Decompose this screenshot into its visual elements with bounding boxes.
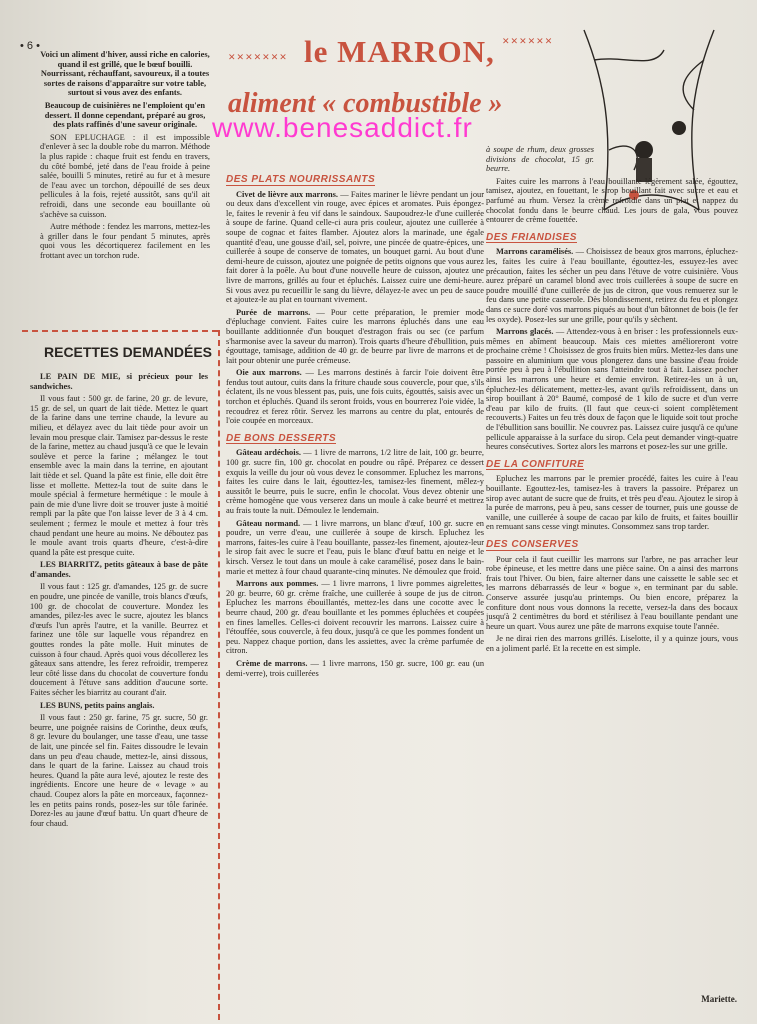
creme-instructions: Faites cuire les marrons à l'eau bouillante légèrement salée, égouttez, tamisez, ajoutez, en fouettant, le sirop bouillant fait avec sucre et eau et parfumé au rhum. Versez la crème refroidie dans un plat et nappez du chocolat fondu dans le beurre chaud. Les jours de gala, vous pouvez entourer de crème fouettée. xyxy=(486,176,738,225)
recipe-text: — Pour cette préparation, le premier mode d'épluchage convient. Faites cuire les marrons épluchés dans une eau bouillante additionnée d'un bouquet d'estragon frais ou sec (ce parfum s'harmonise avec la saveur du marron). Trois quarts d'heure d'ébullition, puis égouttage, tamisage, addition de 40 gr. de beurre par livre de marrons et de lait pour obtenir une purée crémeuse. xyxy=(226,307,484,365)
recipe-title: Oie aux marrons. xyxy=(236,368,302,378)
recette-text: Il vous faut : 500 gr. de farine, 20 gr. de levure, 15 gr. de sel, un quart de lait tiède. Mettez le quart de la farine dans une terrine chaude, la levure au milieu, et délayez avec du lait tiède pour avoir un levain mou presque clair. Tamisez par-dessus le reste de la farine, mettez au chaud jusqu'à ce que le levain soulève et perce la farine ; mélangez le tout ensemble avec la main dans la terrine, en ajoutant lait tiède et sel. Quand la pâte est finie, elle doit être lisse et mollette. Mettez-la tout de suite dans le moule spécial à fermeture hermétique : le moule à pain de mie d'une livre doit se trouver juste à moitié rempli par la pâte que l'on laisse lever de 3 à 4 cm. seulement ; fermez le moule et mettez à four très chaud pendant une heure au moins. Ne déboutez pas le moule avant trois quarts d'heure, c'est-à-dire quand la pâte est presque cuite. xyxy=(30,394,208,557)
recette-title: LES BIARRITZ, petits gâteaux à base de pâte d'amandes. xyxy=(30,560,208,579)
recipe-title: Marrons caramélisés. xyxy=(496,247,574,257)
recipe-text: — 1 livre marrons, 1 livre pommes aigrelettes, 20 gr. beurre, 60 gr. crème fraîche, une cuillerée à soupe de jus de citron. Epluchez les marrons ébouillantés, mettez-les dans une cocotte avec le beurre chaud, 200 gr. d'eau bouillante et les pommes épluchées et coupées en fines lamelles. Celles-ci doivent recouvrir les marrons. Laissez cuire à l'étouffée, sous couvercle, à feu doux, jusqu'à ce que les pommes fondent un peu. Nappez chaque portion, dans les assiettes, avec la crème parfumée de citron. xyxy=(226,579,484,656)
recipe-title: Gâteau normand. xyxy=(236,518,301,528)
section-heading-confiture: DE LA CONFITURE xyxy=(486,458,585,470)
title-line1: le MARRON, xyxy=(304,34,495,69)
recipe-title: Crème de marrons. xyxy=(236,658,308,668)
recette-title: LES BUNS, petits pains anglais. xyxy=(40,700,155,710)
recipe-text: — Attendez-vous à en briser : les professionnels eux-mêmes en abîment beaucoup. Mais ces miettes amélioreront votre prochaine crème ! Choisissez de gros fruits bien mûrs. Mettez-les dans une passoire en aluminium que vous plongerez dans une bassine d'eau froide portée peu à peu à l'ébullition sans l'atteindre tout à fait. Laissez pocher ainsi les marrons une heure et demie environ. Retirez-les un à un, épluchez-les délicatement, mettez-les, avant qu'ils refroidissent, dans un sirop bouillant à 20° Baumé, composé de 1 kilo de sucre et d'un verre d'eau par kilo de fruits. (Il faut que ceux-ci soient complètement recouverts.) Faites un feu très doux de façon que le liquide soit tout proche de l'ébullition sans bouillir. Ne couvrez pas. Laissez cuire jusqu'à ce qu'une pellicule apparaisse à la surface du sirop. Cela peut demander vingt-quatre heures consécutives. Sortez alors les marrons et posez-les sur une grille. xyxy=(486,327,738,452)
recipe-text: — 1 livre marrons, un blanc d'œuf, 100 gr. sucre en poudre, un verre d'eau, une cuillerée à soupe de kirsch. Epluchez les marrons, faites-les cuire à l'eau bouillante, passez-les finement, ajoutez-leur le sirop fait avec le sucre et l'eau, puis le blanc d'œuf battu en neige et le kirsch. Versez le tout dans un moule à cake caramélisé, posez dans le bain-marie et mettez à four chaud quarante-cinq minutes. Ne démoulez que froid. xyxy=(226,518,484,576)
recette-text: Il vous faut : 250 gr. farine, 75 gr. sucre, 50 gr. beurre, une poignée raisins de Corinthe, deux œufs, 8 gr. levure du boulanger, une tasse d'eau, une tasse de lait, une pincée sel fin. Faites dissoudre le levain dans un peu d'eau chaude, mettez-le, ainsi dissous, dans le quart de la farine. Laissez au chaud trois heures. Quand la pâte aura levé, ajoutez le reste des ingrédients. Encore une heure de « levage » au chaud. Coupez alors la pâte en morceaux, façonnez-les en petits pains ronds, posez-les sur tôle farinée. Dorez-les au jaune d'œuf battu. Un quart d'heure de four chaud. xyxy=(30,713,208,828)
intro-text: Voici un aliment d'hiver, aussi riche en calories, quand il est grillé, que le bœuf bouilli. Nourrissant, réchauffant, savoureux, il a toutes sortes de raisons d'apparaître sur votre table, surtout si vous avez des enfants. xyxy=(40,50,210,98)
title-ornament-right: ✕✕✕✕✕✕ xyxy=(502,36,554,46)
creme-continuation: à soupe de rhum, deux grosses divisions de chocolat, 15 gr. beurre. xyxy=(486,145,594,174)
section-heading-plats: DES PLATS NOURRISSANTS xyxy=(226,174,376,185)
recipes-box-side-border xyxy=(218,330,220,1020)
section-heading-desserts: DE BONS DESSERTS xyxy=(226,432,337,444)
recipe-title: Gâteau ardéchois. xyxy=(236,448,301,458)
page-number: • 6 • xyxy=(20,40,40,52)
epluchage-text: SON EPLUCHAGE : il est impossible d'enlever à sec la double robe du marron. Méthode la plus rapide : chaque fruit est fendu en travers, du côté bombé, jeté dans de l'eau froide à peine salée, bouilli 5 minutes, retiré au fur et à mesure de l'eau avec un torchon, dépouillé de ses deux pellicules à la fois, rejeté aussitôt, sans qu'il ait refroidi, dans une seconde eau bouillante où s'achève sa cuisson. xyxy=(40,132,210,219)
title-line2: aliment « combustible » xyxy=(228,88,503,119)
recette-title: LE PAIN DE MIE, si précieux pour les sandwiches. xyxy=(30,372,208,391)
recipe-title: Marrons glacés. xyxy=(496,327,554,337)
closing-text: Je ne dirai rien des marrons grillés. Liselotte, il y a quinze jours, vous en a joliment parlé. Et la recette en est simple. xyxy=(486,634,738,653)
section-heading-conserves: DES CONSERVES xyxy=(486,538,579,550)
recipe-text: — Les marrons destinés à farcir l'oie doivent être fendus tout autour, cuits dans la friture chaude sous couvercle, pour que, s'ils éclatent, ils ne vous blessent pas, puis, une fois cuits, égouttés, saisis avec un torchon et épluchés. Quand ils seront froids, vous en bourrerez l'oie vidée, la recoudrez et ferez rôtir. Servez les marrons au centre du plat, entourés de l'oie coupée en morceaux. xyxy=(226,368,484,426)
watermark: www.benesaddict.fr xyxy=(212,112,473,143)
conserves-text: Pour cela il faut cueillir les marrons sur l'arbre, ne pas arracher leur robe épineuse, et les mettre dans une pièce saine. On a ainsi des marrons frais tout l'hiver. Ou bien, faire alterner dans une caissette le sable sec et les marrons débarrassés de leur « bogue », en terminant par du sable. Conserve assurée jusqu'au printemps. Ou bien encore, préparez la confiture dont nous vous donnons la recette, versez-la dans des bocaux jusqu'à 2 centimètres du bord et stérilisez à l'eau bouillante pendant une heure un quart. Vous aurez une pâte de marrons exquise toute l'année. xyxy=(486,554,738,631)
recipe-text: — 1 livre de marrons, 1/2 litre de lait, 100 gr. beurre, 100 gr. sucre fin, 100 gr. chocolat en poudre ou râpé. Préparez ce dessert exquis la veille du jour où vous devez le consommer. Epluchez les marrons, faites les cuire dans le lait, égouttez-les, tamisez-les finement, mêlez-y aussitôt le beurre, puis le sucre, enfin le chocolat. Vous devez obtenir une crème homogène que vous verserez dans un moule à cake beurré et mettrez au frais toute la nuit. Démoulez le lendemain. xyxy=(226,448,484,515)
confiture-text: Epluchez les marrons par le premier procédé, faites les cuire à l'eau bouillante. Egouttez-les, tamisez-les à travers la passoire. Préparez un sirop avec autant de sucre que de fruits, et très peu d'eau. Ajoutez le sirop à la purée de marrons, peu à peu, sans cesser de tourner, puis une gousse de vanille, une cuillerée à soupe de cacao par kilo de fruits, et faites bouillir en remuant sans cesse vingt minutes. Consommez sans trop tarder. xyxy=(486,474,738,532)
recipe-title: Marrons aux pommes. xyxy=(236,579,319,589)
intro-text-2: Beaucoup de cuisinières ne l'emploient qu'en dessert. Il donne cependant, préparé au gros, des plats raffinés d'une saveur originale. xyxy=(44,100,206,130)
recipe-text: — 1 livre marrons, 150 gr. sucre, 100 gr. eau (un demi-verre), trois cuillerées xyxy=(226,658,484,678)
recipe-text: — Choisissez de beaux gros marrons, épluchez-les, faites les cuire à l'eau bouillante, égouttez-les, essuyez-les avec précaution, faites les sécher un peu dans l'étuve de votre cuisinière. Vous aurez préparé un caramel blond avec trois cuillerées à soupe de sucre en poudre mouillé d'une cuillerée de jus de citron, que vous remuerez sur le feu dans une petite casserole. Dès blondissement, retirez du feu et plongez dans ce sucre doré vos marrons piqués au bout d'un bâtonnet de bois (le fer les oxyde). Posez-les sur une grille, pour qu'ils y sèchent. xyxy=(486,247,738,324)
recipes-box-top-border xyxy=(22,330,218,334)
section-heading-friandises: DES FRIANDISES xyxy=(486,231,577,243)
right-column xyxy=(486,145,738,1005)
middle-column xyxy=(226,170,484,1010)
recettes-title: RECETTES DEMANDÉES xyxy=(44,344,213,360)
recette-text: Il vous faut : 125 gr. d'amandes, 125 gr. de sucre en poudre, une pincée de vanille, trois blancs d'œufs, 100 gr. de chocolat de couverture. Mondez les amandes, pilez-les avec le sucre, ajoutez les blancs d'œufs l'un après l'autre, et la vanille. Beurrez et farinez une tôle sur laquelle vous répandrez en gouttes rondes la pâte molle. Huit minutes de cuisson à four chaud. Après quoi vous décollerez les gâteaux sans attendre, les ferez refroidir, tremperez leur côté lisse dans du chocolat de couverture fondu doucement à l'étuve sans addition d'aucune sorte. Faites sécher les biarritz au courant d'air. xyxy=(30,582,208,697)
intro-column xyxy=(40,50,210,340)
autre-methode-text: Autre méthode : fendez les marrons, mettez-les à griller dans le four pendant 5 minutes, après quoi vous les décortiquerez facilement en les frottant avec un torchon rude. xyxy=(40,222,210,260)
recettes-column xyxy=(30,372,208,982)
recipe-text: — Faites mariner le lièvre pendant un jour ou deux dans d'excellent vin rouge, avec épices et aromates. Puis épongez-le, faites le revenir à feu vif dans le saindoux. Saupoudrez-le d'une cuillerée à soupe de farine. Quand celle-ci aura pris couleur, ajoutez une cuillerée à soupe de cognac et faites flamber. Ajoutez alors la marinade, une égale quantité d'eau, une gousse d'ail, sel, poivre, une pincée de quatre-épices, une cuillerée à soupe de conserve de tomates, un bouquet garni. Au bout d'une demi-heure de cuisson, ajoutez une poignée de petits oignons que vous aurez fait dorer à la poêle. Au bout d'une nouvelle heure de cuisson, ajoutez une livre de marrons, grillés au four et épluchés. Laissez cuire une demi-heure. Si vous avez pu recueillir le sang du lièvre, délayez-le avec un peu de sauce et ajoutez-le au plat en tournant vivement. xyxy=(226,189,484,305)
recipe-title: Civet de lièvre aux marrons. xyxy=(236,189,338,199)
title-ornament-left: ✕✕✕✕✕✕✕ xyxy=(228,52,288,62)
recipe-title: Purée de marrons. xyxy=(236,307,311,317)
author-signature: Mariette. xyxy=(701,994,737,1004)
